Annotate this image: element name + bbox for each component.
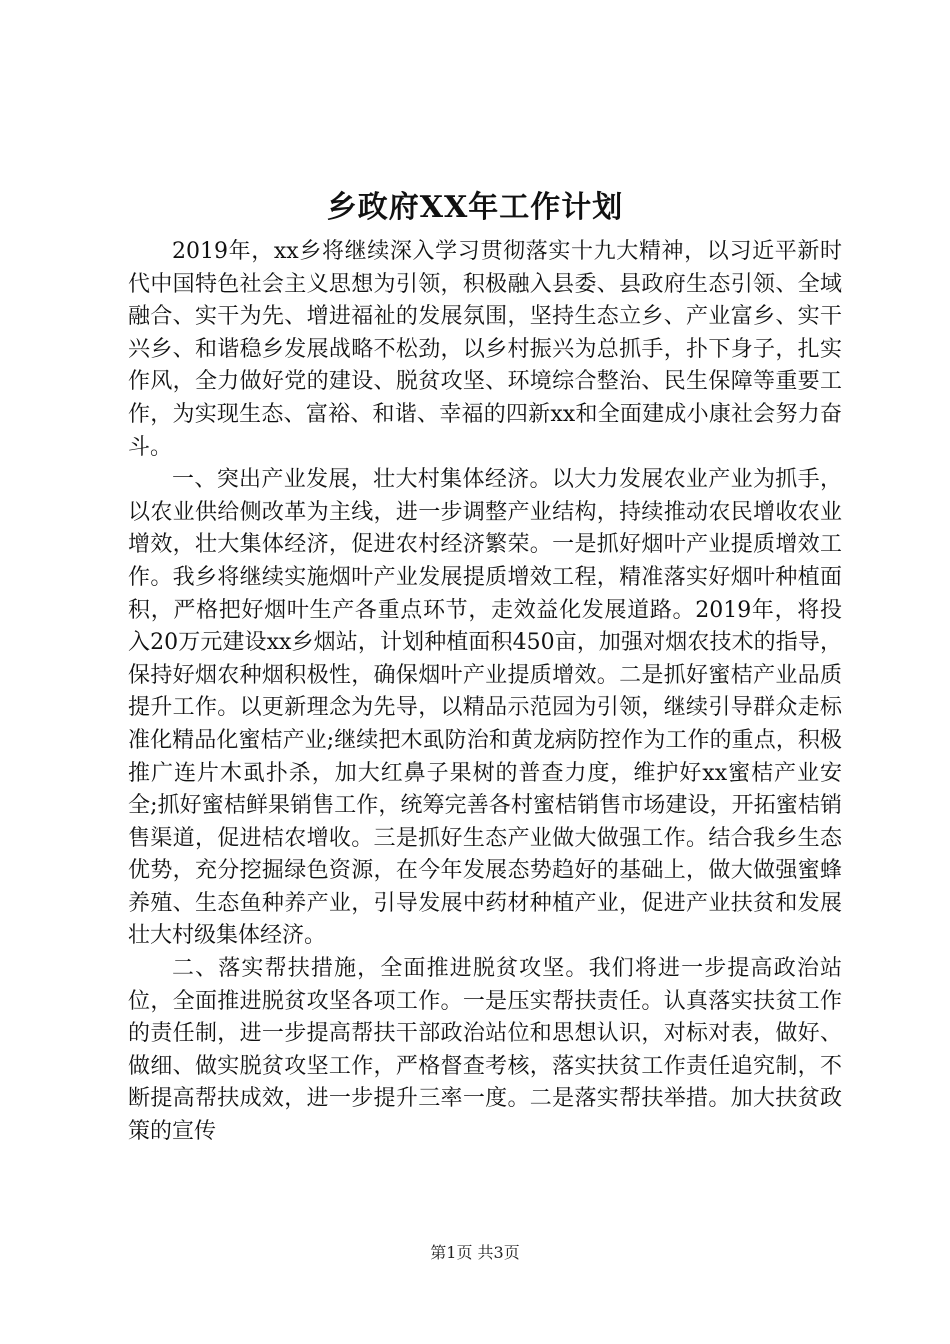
document-title: 乡政府XX年工作计划 bbox=[326, 190, 624, 225]
paragraph-industry: 一、突出产业发展，壮大村集体经济。以大力发展农业产业为抓手，以农业供给侧改革为主线，进一步调整产业结构，持续推动农民增收农业增效，壮大集体经济，促进农村经济繁荣。一是抓好烟叶产业提质增效工作。我乡将继续实施烟叶产业发展提质增效工程，精准落实好烟叶种植面积，严格把好烟叶生产各重点环节，走效益化发展道路。2019年，将投入20万元建设xx乡烟站，计划种植面积450亩，加强对烟农技术的指导，保持好烟农种烟积极性，确保烟叶产业提质增效。二是抓好蜜桔产业品质提升工作。以更新理念为先导，以精品示范园为引领，继续引导群众走标准化精品化蜜桔产业;继续把木虱防治和黄龙病防控作为工作的重点，积极推广连片木虱扑杀，加大红鼻子果树的普查力度，维护好xx蜜桔产业安全;抓好蜜桔鲜果销售工作，统筹完善各村蜜桔销售市场建设，开拓蜜桔销售渠道，促进桔农增收。三是抓好生态产业做大做强工作。结合我乡生态优势，充分挖掘绿色资源，在今年发展态势趋好的基础上，做大做强蜜蜂养殖、生态鱼种养产业，引导发展中药材种植产业，促进产业扶贫和发展壮大村级集体经济。 bbox=[128, 467, 842, 949]
document-body bbox=[128, 236, 842, 1149]
paragraph-intro: 2019年，xx乡将继续深入学习贯彻落实十九大精神，以习近平新时代中国特色社会主义思想为引领，积极融入县委、县政府生态引领、全域融合、实干为先、增进福祉的发展氛围，坚持生态立乡、产业富乡、实干兴乡、和谐稳乡发展战略不松劲，以乡村振兴为总抓手，扑下身子，扎实作风，全力做好党的建设、脱贫攻坚、环境综合整治、民生保障等重要工作，为实现生态、富裕、和谐、幸福的四新xx和全面建成小康社会努力奋斗。 bbox=[128, 239, 842, 460]
paragraph-poverty: 二、落实帮扶措施，全面推进脱贫攻坚。我们将进一步提高政治站位，全面推进脱贫攻坚各项工作。一是压实帮扶责任。认真落实扶贫工作的责任制，进一步提高帮扶干部政治站位和思想认识，对标对表，做好、做细、做实脱贫攻坚工作，严格督查考核，落实扶贫工作责任追究制，不断提高帮扶成效，进一步提升三率一度。二是落实帮扶举措。加大扶贫政策的宣传 bbox=[128, 956, 842, 1145]
page-footer: 第1页 共3页 bbox=[430, 1243, 520, 1262]
